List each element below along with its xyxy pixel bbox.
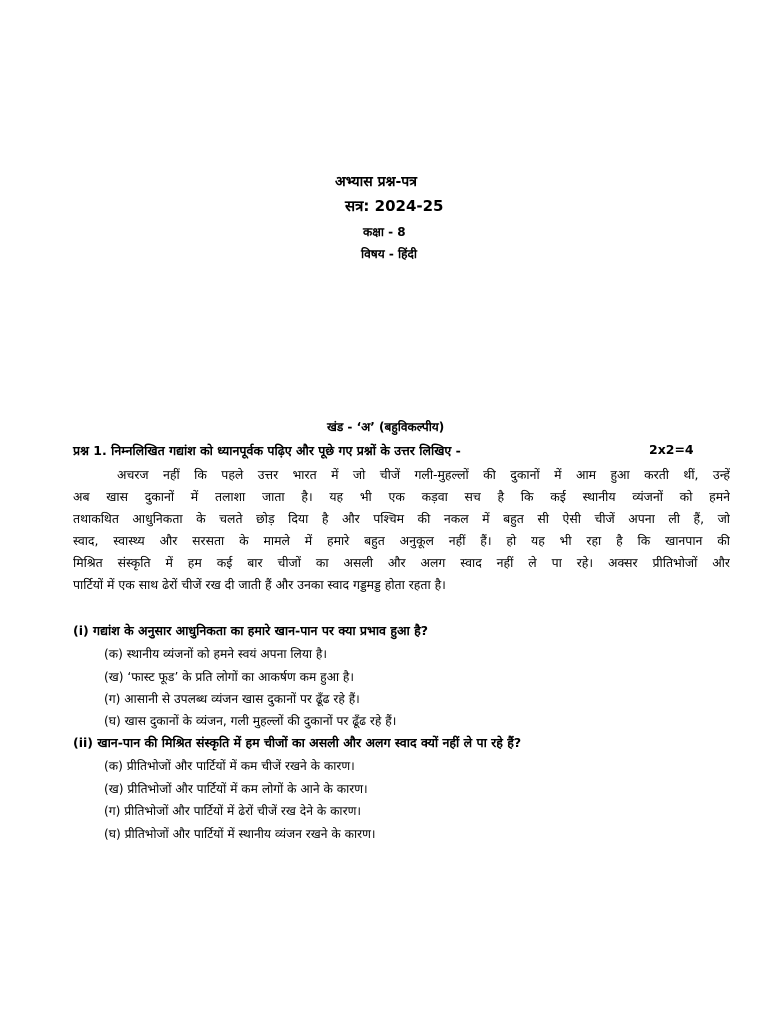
section-heading: खंड - ‘अ’ (बहुविकल्पीय) — [327, 420, 445, 434]
sub-question-2: (ii) खान-पान की मिश्रित संस्कृति में हम चीजों का असली और अलग स्वाद क्यों नहीं ले पा रहे हैं? — [73, 735, 522, 750]
question-1-heading — [73, 442, 733, 459]
sub-question-1-option-d: (घ) खास दुकानों के व्यंजन, गली मुहल्लों की दुकानों पर ढूँढ रहे हैं। — [104, 714, 397, 728]
sub-question-2-option-d: (घ) प्रीतिभोजों और पार्टियों में स्थानीय व्यंजन रखने के कारण। — [104, 827, 376, 841]
passage-line: मिश्रित संस्कृति में हम कई बार चीजों का असली और अलग स्वाद नहीं ले पा रहे। अक्सर प्रीतिभोजों और — [73, 555, 730, 570]
question-1-marks: 2x2=4 — [649, 442, 694, 457]
paper-title: अभ्यास प्रश्न-पत्र — [335, 174, 417, 190]
sub-question-2-option-b: (ख) प्रीतिभोजों और पार्टियों में कम लोगों के आने के कारण। — [104, 782, 368, 796]
passage-line: स्वाद, स्वास्थ्य और सरसता के मामले में हमारे बहुत अनुकूल नहीं हैं। हो यह भी रहा है कि खानपान की — [73, 533, 730, 548]
question-1-instruction: प्रश्न 1. निम्नलिखित गद्यांश को ध्यानपूर्वक पढ़िए और पूछे गए प्रश्नों के उत्तर लिखिए - — [73, 443, 461, 458]
subject-label: विषय - हिंदी — [361, 247, 417, 261]
session-label: सत्र: 2024-25 — [345, 197, 444, 215]
passage-line: पार्टियों में एक साथ ढेरों चीजें रख दी जाती हैं और उनका स्वाद गड्डमड्ड होता रहता है। — [73, 577, 446, 592]
passage — [73, 464, 730, 596]
sub-question-1-option-b: (ख) ‘फास्ट फूड’ के प्रति लोगों का आकर्षण कम हुआ है। — [104, 670, 355, 684]
sub-question-2-option-a: (क) प्रीतिभोजों और पार्टियों में कम चीजें रखने के कारण। — [104, 759, 355, 773]
sub-question-1-option-c: (ग) आसानी से उपलब्ध व्यंजन खास दुकानों पर ढूँढ रहे हैं। — [104, 692, 360, 706]
sub-question-1: (i) गद्यांश के अनुसार आधुनिकता का हमारे खान-पान पर क्या प्रभाव हुआ है? — [73, 623, 429, 638]
sub-question-1-option-a: (क) स्थानीय व्यंजनों को हमने स्वयं अपना लिया है। — [104, 647, 328, 661]
passage-line: अब खास दुकानों में तलाशा जाता है। यह भी एक कड़वा सच है कि कई स्थानीय व्यंजनों को हमने — [73, 489, 730, 504]
class-label: कक्षा - 8 — [363, 225, 406, 239]
passage-line: अचरज नहीं कि पहले उत्तर भारत में जो चीजें गली-मुहल्लों की दुकानों में आम हुआ करती थीं, उन्हें — [117, 467, 730, 482]
sub-question-2-option-c: (ग) प्रीतिभोजों और पार्टियों में ढेरों चीजें रख देने के कारण। — [104, 804, 361, 818]
passage-line: तथाकथित आधुनिकता के चलते छोड़ दिया है और पश्चिम की नकल में बहुत सी ऐसी चीजें अपना ली हैं, जो — [73, 511, 730, 526]
